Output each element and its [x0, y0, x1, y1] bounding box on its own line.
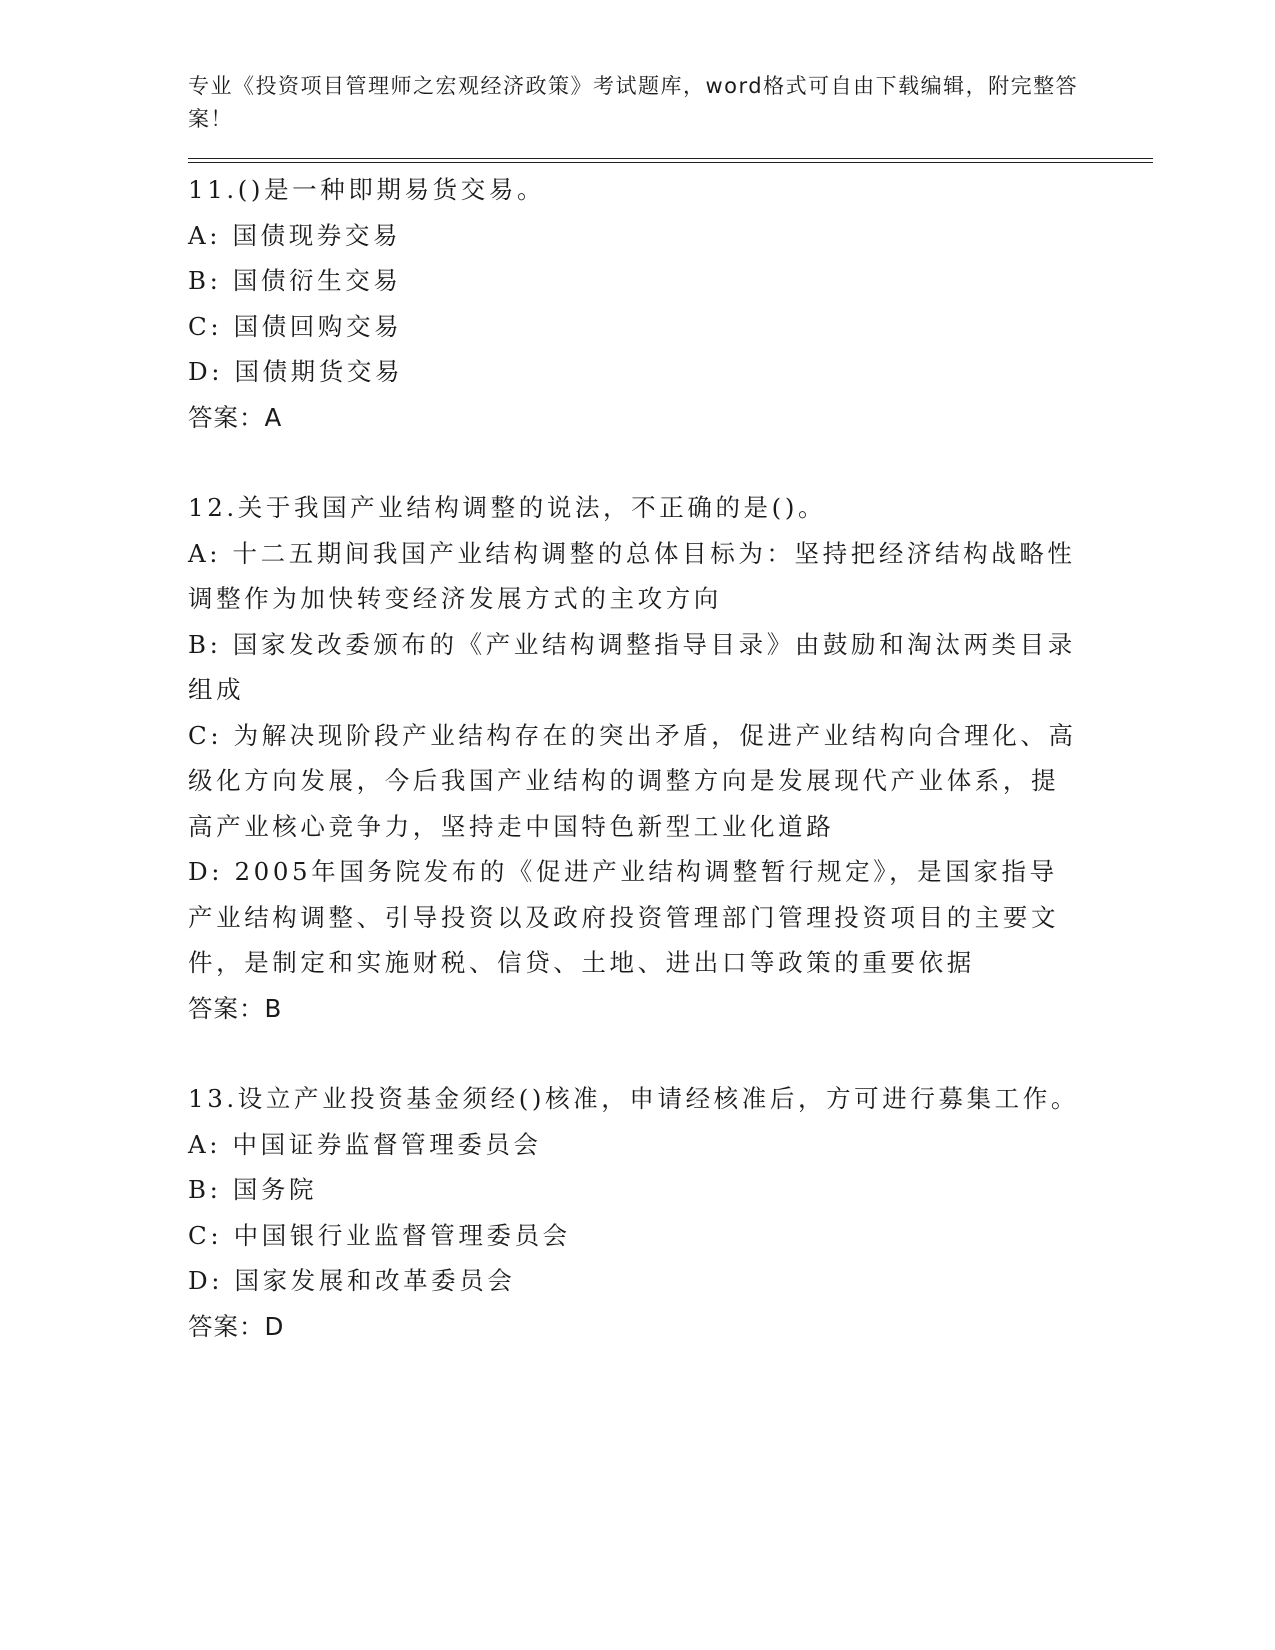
- option-b: B: 国家发改委颁布的《产业结构调整指导目录》由鼓励和淘汰两类目录组成: [188, 629, 1076, 704]
- option-a: A: 中国证券监督管理委员会: [188, 1129, 542, 1159]
- option-c: C: 为解决现阶段产业结构存在的突出矛盾，促进产业结构向合理化、高级化方向发展，今后我国产业结构的调整方向是发展现代产业体系，提高产业核心竞争力，坚持走中国特色新型工业化道路: [188, 720, 1077, 841]
- header-double-rule: [188, 158, 1153, 163]
- option-c: C: 中国银行业监督管理委员会: [188, 1220, 571, 1250]
- question-stem: 12.关于我国产业结构调整的说法，不正确的是()。: [188, 493, 827, 522]
- option-d: D: 2005年国务院发布的《促进产业结构调整暂行规定》，是国家指导产业结构调整、引导投资以及政府投资管理部门管理投资项目的主要文件，是制定和实施财税、信贷、土地、进出口等政策的重要依据: [188, 857, 1060, 977]
- option-d: D: 国家发展和改革委员会: [188, 1266, 516, 1295]
- question-spacer: [188, 1031, 1153, 1076]
- answer-line: 答案：B: [188, 993, 283, 1023]
- question-stem: 11.()是一种即期易货交易。: [188, 175, 546, 204]
- answer-line: 答案：A: [188, 402, 283, 432]
- option-a: A: 国债现券交易: [188, 220, 402, 250]
- option-b: B: 国务院: [188, 1175, 318, 1204]
- question-stem: 13.设立产业投资基金须经()核准，申请经核准后，方可进行募集工作。: [188, 1084, 1079, 1113]
- option-c: C: 国债回购交易: [188, 311, 403, 341]
- answer-line: 答案：D: [188, 1311, 285, 1341]
- document-header: 专业《投资项目管理师之宏观经济政策》考试题库，word格式可自由下载编辑，附完整答案！: [188, 74, 1079, 131]
- question-spacer: [188, 440, 1153, 485]
- question-12: [188, 485, 1083, 1031]
- question-11: [188, 167, 1083, 440]
- option-b: B: 国债衍生交易: [188, 266, 402, 295]
- option-d: D: 国债期货交易: [188, 357, 404, 386]
- document-page: [188, 70, 1153, 1349]
- question-13: [188, 1076, 1083, 1349]
- option-a: A: 十二五期间我国产业结构调整的总体目标为：坚持把经济结构战略性调整作为加快转变经济发展方式的主攻方向: [188, 538, 1076, 613]
